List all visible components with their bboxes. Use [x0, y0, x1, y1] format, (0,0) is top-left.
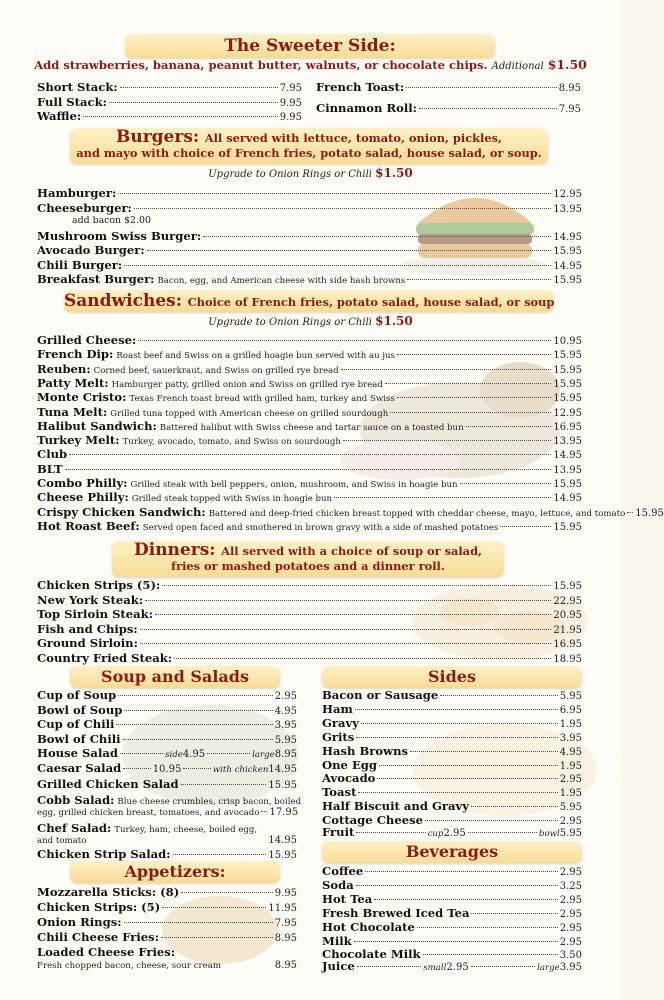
item-price: 4.95 — [274, 706, 297, 717]
item-name: Crispy Chicken Sandwich: — [37, 504, 206, 519]
item-price: 3.25 — [559, 880, 582, 892]
item-price: 15.95 — [553, 364, 582, 376]
dot-leader — [147, 250, 552, 251]
dot-leader — [425, 820, 558, 821]
appetizer-item — [37, 915, 297, 931]
beverages-title: Beverages — [405, 842, 499, 861]
price-label: side — [165, 750, 183, 760]
sandwiches-title: Sandwiches: — [64, 291, 183, 311]
dot-leader — [361, 723, 558, 724]
dot-leader — [385, 383, 551, 384]
burgers-desc2: and mayo with choice of French fries, potato salad, house salad, or soup. — [76, 146, 542, 160]
item-name: Grits — [322, 729, 355, 744]
item-name: Fruit — [322, 825, 355, 839]
item-price: 13.95 — [553, 204, 582, 215]
item-name: Milk — [322, 933, 352, 948]
dot-leader — [343, 440, 551, 441]
item-description: Served open faced and smothered in brown gravy with a side of mashed potatoes — [142, 522, 499, 533]
dot-leader — [471, 806, 558, 807]
dot-leader — [116, 724, 272, 725]
dot-leader — [356, 737, 557, 738]
item-price: 2.95 — [443, 828, 466, 839]
dot-leader — [181, 892, 273, 893]
item-name: Gravy — [322, 715, 359, 730]
sweeter-note-price: $1.50 — [547, 57, 587, 72]
item-name: Hot Tea — [322, 891, 373, 906]
dot-leader — [203, 236, 551, 237]
sweeter-note-text: Add strawberries, banana, peanut butter, walnuts, or chocolate chips. — [34, 58, 488, 72]
burgers-upgrade — [0, 166, 621, 180]
item-name: Patty Melt: — [37, 375, 109, 390]
item-description: and tomato — [37, 836, 87, 846]
burger-item — [37, 201, 582, 217]
item-price: 15.95 — [553, 378, 582, 390]
price-label: bowl — [538, 829, 560, 839]
loaded-fries-item — [37, 945, 297, 959]
dot-leader — [379, 765, 558, 766]
item-price: 20.95 — [553, 610, 582, 621]
item-price: 15.95 — [553, 581, 582, 592]
dot-leader — [377, 778, 557, 779]
item-name: Mushroom Swiss Burger: — [37, 229, 202, 243]
item-name: Tuna Melt: — [37, 404, 108, 419]
item-description: Corned beef, sauerkraut, and Swiss on grilled rye bread — [93, 365, 339, 376]
item-name: Half Biscuit and Gravy — [322, 799, 469, 814]
item-price: 10.95 — [553, 336, 582, 347]
item-name: House Salad — [37, 746, 118, 760]
item-name: Monte Cristo: — [37, 390, 127, 405]
item-price: 2.95 — [559, 922, 582, 934]
dot-leader — [65, 469, 552, 470]
dot-leader — [407, 279, 551, 280]
item-name: Bowl of Chili — [37, 732, 121, 746]
price-label: cup — [427, 829, 444, 839]
item-name: Loaded Cheese Fries: — [37, 945, 176, 959]
item-price: 14.95 — [553, 261, 582, 272]
dot-leader — [124, 265, 551, 266]
item-price: 8.95 — [274, 933, 297, 944]
appetizer-item — [37, 885, 297, 901]
dot-leader — [161, 937, 273, 938]
item-price: 8.95 — [558, 83, 581, 94]
item-name: Cup of Soup — [37, 688, 117, 702]
item-name: Toast — [322, 785, 357, 800]
item-price: 2.95 — [559, 774, 582, 786]
dot-leader — [356, 885, 558, 886]
caesar-salad-item — [37, 761, 297, 777]
item-name: Country Fried Steak: — [37, 650, 173, 665]
sweeter-item — [37, 80, 302, 96]
item-price: 17.95 — [269, 807, 299, 818]
burgers-upgrade-text: Upgrade to Onion Rings or Chili — [208, 169, 372, 180]
dot-leader — [390, 412, 551, 413]
item-price: 4.95 — [182, 749, 206, 760]
dot-leader — [155, 614, 551, 615]
item-price: 13.95 — [553, 464, 582, 476]
item-price: 12.95 — [553, 407, 582, 419]
item-name: Grilled Chicken Salad — [37, 777, 179, 791]
dot-leader — [334, 497, 551, 498]
item-price: 18.95 — [553, 653, 582, 665]
dot-leader — [123, 739, 273, 740]
item-name: Chicken Strip Salad: — [37, 847, 171, 861]
dot-leader — [174, 658, 551, 659]
item-price: 15.95 — [268, 780, 297, 791]
item-name: Breakfast Burger: — [37, 272, 155, 286]
loaded-fries-line2 — [37, 959, 297, 973]
item-price: 2.95 — [559, 908, 582, 920]
item-price: 2.95 — [559, 867, 582, 878]
item-price: 14.95 — [553, 232, 582, 243]
burger-item — [37, 243, 582, 259]
item-description: Turkey, avocado, tomato, and Swiss on sourdough — [122, 437, 341, 448]
dot-leader — [471, 913, 557, 914]
item-description: Texas French toast bread with grilled ham, turkey and Swiss — [129, 394, 395, 405]
house-salad-item — [37, 746, 297, 762]
item-price: 16.95 — [553, 639, 582, 650]
item-price: 9.95 — [274, 888, 297, 899]
item-price: 15.95 — [553, 521, 582, 533]
item-description: Battered and deep-fried chicken breast topped with cheddar cheese, mayo, lettuce, and tomato — [208, 508, 626, 519]
price-label: small — [423, 963, 447, 973]
item-description: Grilled steak with bell peppers, onion, mushroom, and Swiss in hoagie bun — [130, 480, 458, 490]
item-price: 15.95 — [553, 246, 582, 257]
sweeter-item — [316, 80, 581, 96]
dot-leader — [140, 629, 552, 630]
item-name: Juice — [322, 959, 355, 973]
item-name: Soda — [322, 877, 354, 892]
item-name: Chili Cheese Fries: — [37, 930, 159, 944]
dot-leader — [423, 954, 558, 955]
item-price: 2.95 — [559, 936, 582, 948]
price-label: with chicken — [212, 765, 269, 775]
bacon-note: add bacon $2.00 — [72, 215, 151, 226]
soup-item — [37, 717, 297, 733]
dot-leader — [118, 193, 551, 194]
sandwich-item — [37, 519, 582, 535]
dot-leader — [460, 483, 552, 484]
chef-salad-line2 — [37, 834, 297, 848]
dinners-heading — [112, 540, 504, 573]
sandwiches-upgrade-price: $1.50 — [375, 314, 413, 328]
dot-leader — [471, 966, 535, 967]
burger-item — [37, 186, 582, 202]
item-name: French Dip: — [37, 347, 114, 362]
item-name: Top Sirloin Steak: — [37, 607, 153, 621]
item-price: 13.95 — [553, 436, 582, 448]
dot-leader — [356, 832, 425, 833]
dot-leader — [365, 871, 558, 872]
price-label: large — [537, 963, 560, 973]
dot-leader — [181, 784, 267, 785]
item-name: Hash Browns — [322, 743, 409, 758]
item-price: 2.95 — [274, 691, 297, 702]
sandwiches-heading — [64, 291, 554, 311]
item-price: 12.95 — [553, 189, 582, 200]
item-price: 6.95 — [559, 704, 582, 716]
item-price: 4.95 — [559, 746, 582, 758]
item-price: 14.95 — [553, 493, 582, 505]
item-name: Cottage Cheese — [322, 813, 424, 828]
dot-leader — [145, 600, 551, 601]
appetizer-item — [37, 900, 297, 916]
dot-leader — [140, 643, 551, 644]
dot-leader — [374, 899, 557, 900]
item-price: 14.95 — [268, 835, 297, 846]
dot-leader — [417, 927, 558, 928]
item-price: 1.95 — [559, 718, 582, 730]
item-price: 8.95 — [274, 749, 298, 760]
item-name: Hot Roast Beef: — [37, 518, 140, 533]
item-price: 10.95 — [152, 764, 182, 775]
burgers-desc1: All served with lettuce, tomato, onion, pickles, — [204, 131, 502, 145]
item-price: 22.95 — [553, 595, 582, 607]
sweeter-item — [37, 109, 302, 125]
dot-leader — [120, 753, 163, 754]
dot-leader — [261, 811, 267, 812]
sandwiches-upgrade-text: Upgrade to Onion Rings or Chili — [208, 317, 372, 328]
burgers-title: Burgers: — [115, 127, 200, 147]
item-name: Bacon or Sausage — [322, 688, 439, 702]
item-name: Grilled Cheese: — [37, 333, 137, 347]
item-price: 15.95 — [635, 507, 664, 519]
item-description: Bacon, egg, and American cheese with side hash browns — [157, 276, 406, 286]
item-name: Chili Burger: — [37, 258, 123, 272]
item-price: 15.95 — [553, 275, 582, 286]
sweeter-note-additional: Additional — [491, 61, 544, 72]
item-name: Cinnamon Roll: — [316, 101, 417, 115]
item-price: 14.95 — [268, 764, 297, 775]
item-price: 16.95 — [553, 421, 582, 433]
item-name: Waffle: — [37, 109, 82, 123]
item-description: Grilled steak topped with Swiss in hoagie bun — [131, 494, 333, 505]
dot-leader — [355, 709, 558, 710]
item-name: One Egg — [322, 757, 377, 772]
dot-leader — [406, 87, 557, 88]
item-name: Chicken Strips: (5) — [37, 900, 161, 914]
dinners-desc2: fries or mashed potatoes and a dinner roll. — [171, 559, 445, 573]
item-price: 2.95 — [559, 894, 582, 906]
item-price: 5.95 — [559, 691, 582, 702]
item-name: Caesar Salad — [37, 761, 122, 775]
item-price: 7.95 — [558, 104, 581, 115]
item-name: Combo Philly: — [37, 476, 128, 490]
item-price: 15.95 — [553, 393, 582, 405]
item-name: Chicken Strips (5): — [37, 578, 161, 592]
dot-leader — [397, 354, 551, 355]
item-name: Hot Chocolate — [322, 919, 415, 934]
item-price: 5.95 — [559, 802, 582, 814]
item-description: Blue cheese crumbles, crisp bacon, boiled — [117, 797, 302, 807]
dot-leader — [419, 108, 557, 109]
burgers-heading — [70, 127, 548, 160]
item-name: Turkey Melt: — [37, 433, 120, 448]
item-name: Ham — [322, 701, 353, 716]
item-name: Fish and Chips: — [37, 621, 138, 636]
dot-leader — [120, 87, 278, 88]
dot-leader — [83, 116, 278, 117]
dinners-desc1: All served with a choice of soup or salad, — [221, 544, 482, 558]
item-name: Cup of Chili — [37, 717, 115, 731]
item-name: Chef Salad: — [37, 821, 112, 835]
item-name: New York Steak: — [37, 592, 144, 607]
item-price: 5.95 — [559, 828, 582, 839]
dinner-item — [37, 651, 582, 667]
dot-leader — [440, 695, 557, 696]
item-name: Mozzarella Sticks: (8) — [37, 885, 180, 899]
appetizer-item — [37, 930, 297, 946]
cobb-salad-line2 — [37, 806, 297, 820]
item-description: Turkey, ham, cheese, boiled egg, — [114, 825, 258, 835]
dot-leader — [138, 340, 551, 341]
item-name: Short Stack: — [37, 80, 118, 94]
dinners-title: Dinners: — [134, 540, 216, 560]
dot-leader — [124, 710, 272, 711]
item-description: Fresh chopped bacon, cheese, sour cream — [37, 961, 222, 971]
item-name: Cheese Philly: — [37, 490, 129, 505]
item-price: 1.95 — [559, 788, 582, 800]
item-description: egg, grilled chicken breast, tomatoes, and avocado — [37, 808, 260, 818]
dot-leader — [162, 585, 551, 586]
grilled-chicken-salad-item — [37, 777, 297, 793]
dot-leader — [183, 768, 210, 769]
soup-item — [37, 688, 297, 704]
item-name: Onion Rings: — [37, 915, 122, 929]
dot-leader — [357, 966, 421, 967]
burgers-upgrade-price: $1.50 — [375, 166, 413, 180]
item-name: Bowl of Soup — [37, 703, 123, 717]
item-price: 7.95 — [274, 918, 297, 929]
dot-leader — [466, 426, 552, 427]
dot-leader — [109, 102, 278, 103]
sides-title: Sides — [427, 667, 476, 686]
item-price: 14.95 — [553, 450, 582, 462]
item-price: 21.95 — [553, 624, 582, 636]
item-description: Roast beef and Swiss on a grilled hoagie bun served with au jus — [116, 351, 395, 362]
dot-leader — [69, 454, 551, 455]
dot-leader — [134, 208, 552, 209]
sweeter-title: The Sweeter Side: — [224, 36, 396, 56]
item-description: Hamburger patty, grilled onion and Swiss on grilled rye bread — [111, 379, 383, 390]
item-price: 1.95 — [559, 760, 582, 772]
chicken-strip-salad-item — [37, 847, 297, 863]
item-price: 15.95 — [553, 350, 582, 362]
dot-leader — [468, 832, 537, 833]
juice-item — [322, 959, 582, 975]
item-price: 3.95 — [559, 962, 582, 973]
item-name: Full Stack: — [37, 95, 107, 109]
dot-leader — [341, 369, 552, 370]
item-name: Cobb Salad: — [37, 793, 115, 807]
item-name: Club — [37, 447, 68, 462]
item-price: 9.95 — [279, 112, 302, 123]
dot-leader — [124, 922, 273, 923]
dot-leader — [500, 526, 551, 527]
fruit-item — [322, 825, 582, 841]
item-name: Avocado Burger: — [37, 243, 145, 257]
item-price: 7.95 — [279, 83, 302, 94]
item-price: 2.95 — [446, 962, 469, 973]
item-price: 3.95 — [274, 720, 297, 731]
item-price: 9.95 — [279, 98, 302, 109]
item-name: Cheeseburger: — [37, 201, 132, 215]
item-name: Halibut Sandwich: — [37, 418, 157, 433]
dot-leader — [354, 941, 558, 942]
item-name: BLT — [37, 461, 63, 476]
item-name: French Toast: — [316, 80, 405, 94]
dot-leader — [123, 768, 150, 769]
dot-leader — [207, 753, 250, 754]
dot-leader — [173, 854, 267, 855]
appetizers-title: Appetizers: — [124, 862, 226, 881]
item-price: 15.95 — [553, 479, 582, 490]
item-name: Chocolate Milk — [322, 947, 421, 962]
sweeter-item — [316, 101, 581, 117]
item-price: 5.95 — [274, 735, 297, 746]
dot-leader — [397, 397, 552, 398]
soups-title: Soup and Salads — [101, 667, 249, 686]
dot-leader — [627, 512, 633, 513]
item-price: 11.95 — [268, 903, 297, 914]
item-price: 3.95 — [559, 732, 582, 744]
item-name: Hamburger: — [37, 186, 117, 200]
burger-item — [37, 272, 582, 288]
item-price: 2.95 — [559, 816, 582, 828]
item-price: 3.50 — [559, 950, 582, 962]
item-name: Fresh Brewed Iced Tea — [322, 905, 470, 920]
sandwiches-upgrade — [0, 314, 621, 328]
dot-leader — [118, 695, 273, 696]
item-name: Reuben: — [37, 361, 91, 376]
item-name: Avocado — [322, 771, 376, 786]
item-name: Coffee — [322, 864, 364, 878]
dot-leader — [410, 751, 558, 752]
sandwiches-desc: Choice of French fries, potato salad, house salad, or soup — [187, 295, 555, 309]
sweeter-note — [0, 57, 621, 72]
dot-leader — [358, 792, 557, 793]
item-description: Grilled tuna topped with American cheese on grilled sourdough — [110, 408, 389, 419]
price-label: large — [252, 750, 275, 760]
item-price: 15.95 — [268, 850, 297, 861]
item-description: Battered halibut with Swiss cheese and tartar sauce on a toasted bun — [159, 422, 464, 433]
item-name: Ground Sirloin: — [37, 636, 138, 650]
dot-leader — [162, 907, 266, 908]
item-price: 8.95 — [274, 960, 297, 971]
